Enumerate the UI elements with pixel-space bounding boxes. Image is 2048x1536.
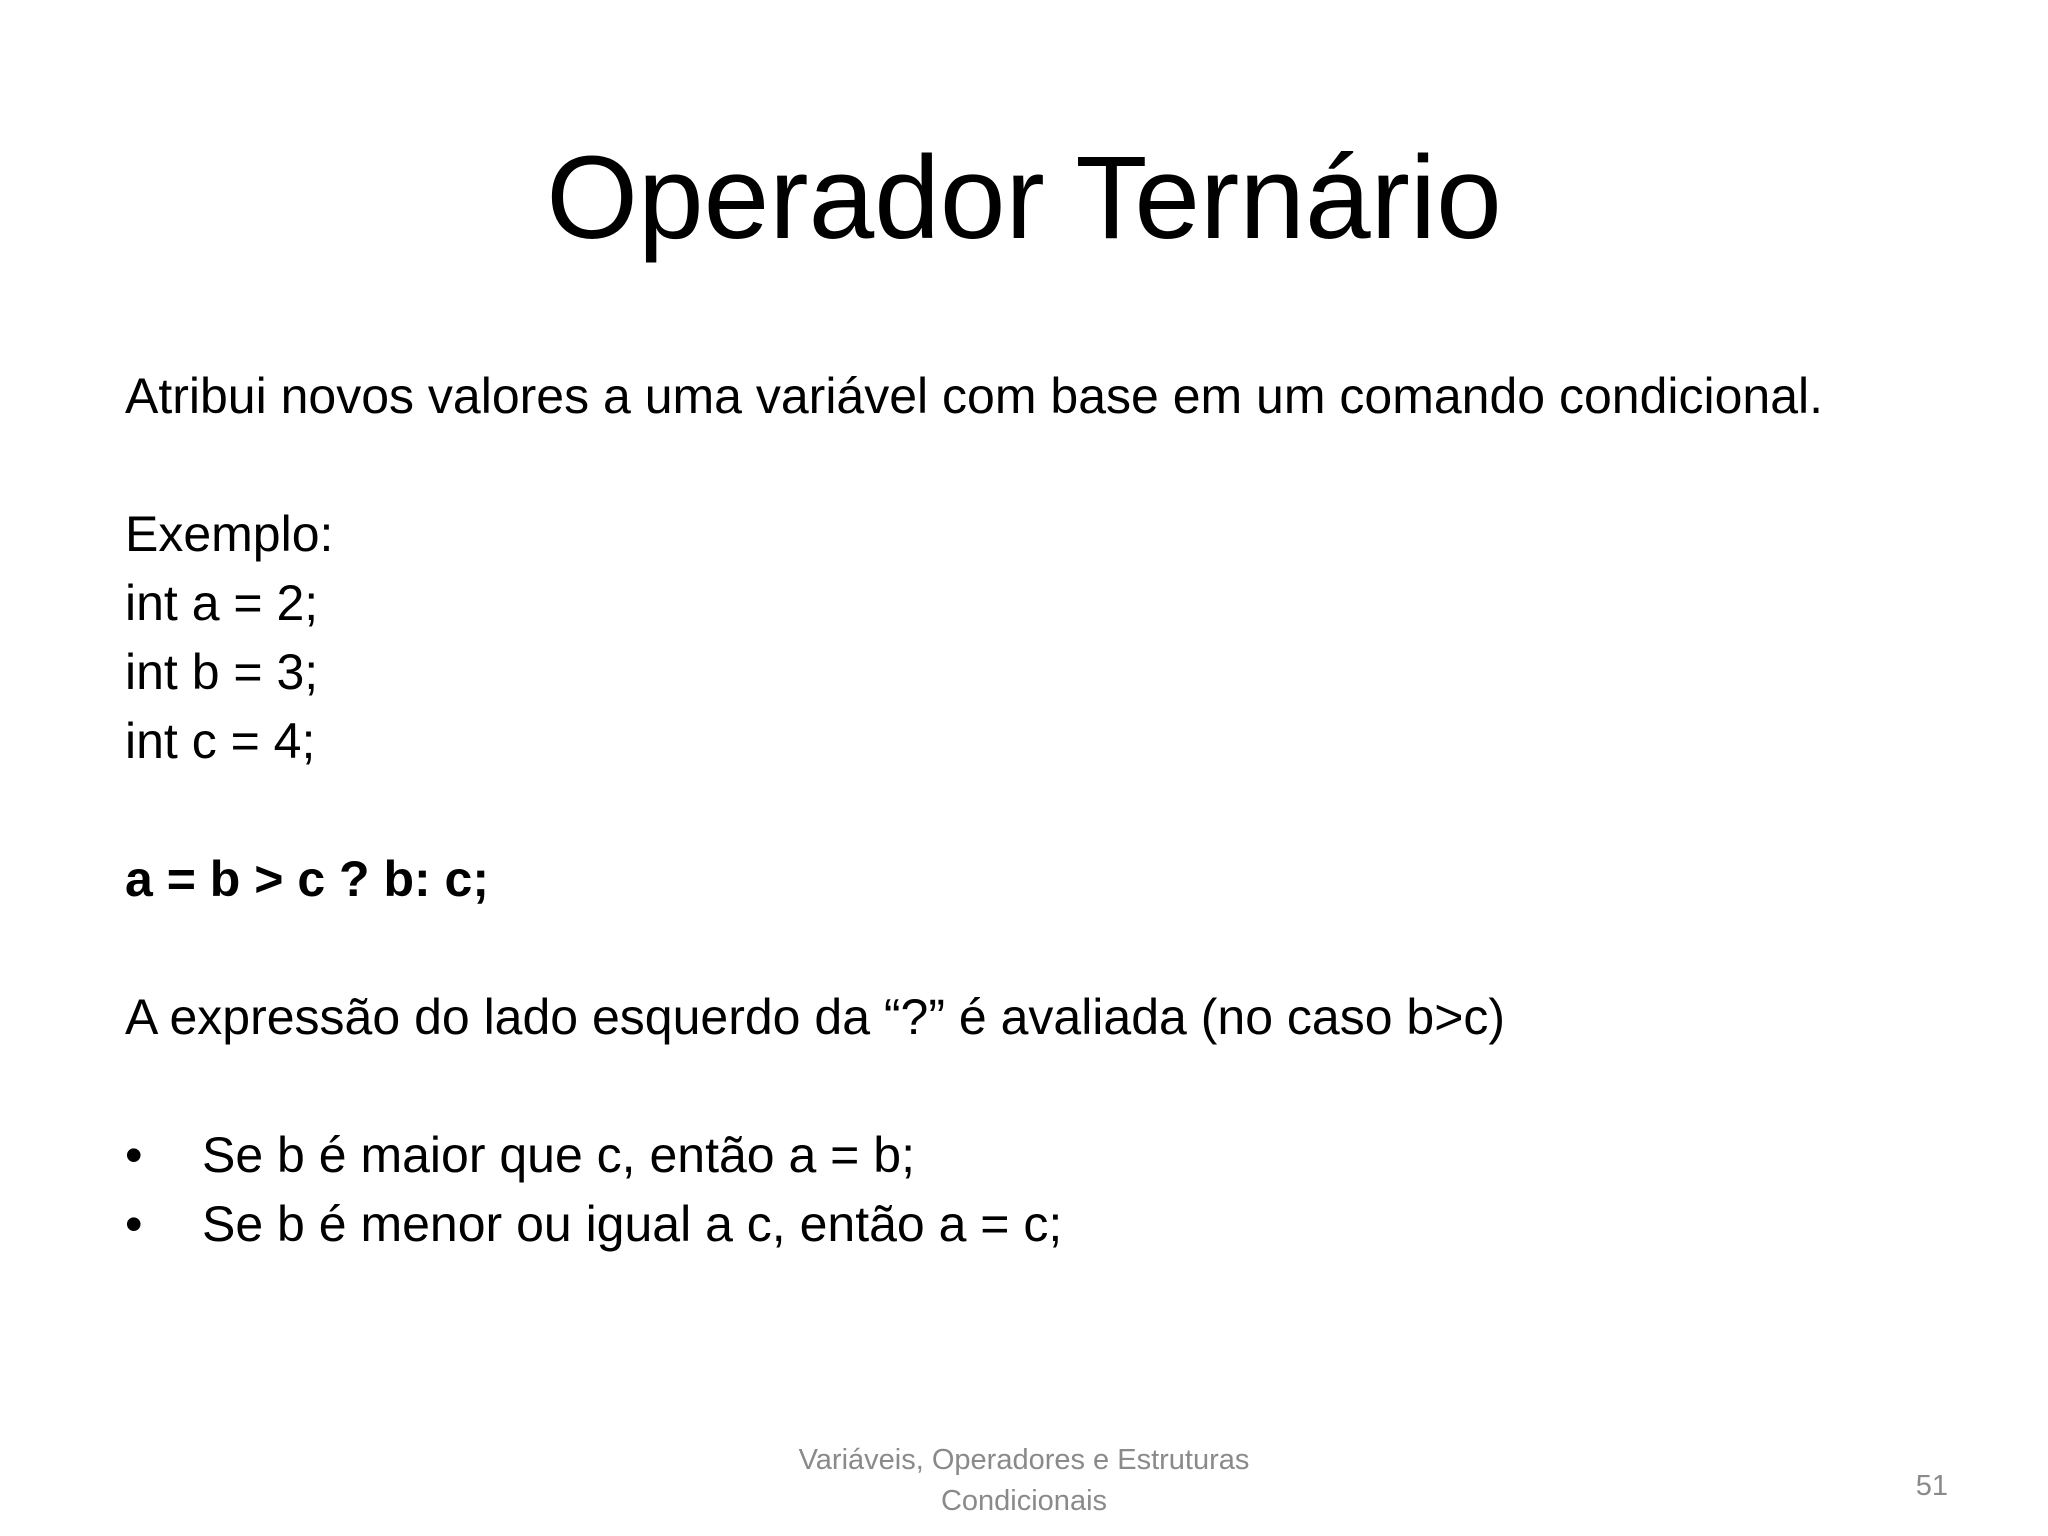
example-label: Exemplo: xyxy=(125,506,334,562)
code-line: int c = 4; xyxy=(125,713,316,769)
slide-body xyxy=(125,362,1945,1259)
ternary-expression: a = b > c ? b: c; xyxy=(125,851,489,907)
code-line: int b = 3; xyxy=(125,644,319,700)
explanation-text: A expressão do lado esquerdo da “?” é avaliada (no caso b>c) xyxy=(125,989,1506,1045)
bullet-list xyxy=(125,1121,1945,1259)
footer-line: Condicionais xyxy=(940,1485,1108,1517)
code-line: int a = 2; xyxy=(125,575,319,631)
page-number: 51 xyxy=(1915,1470,1948,1502)
slide-title: Operador Ternário xyxy=(546,132,1502,264)
spacer xyxy=(125,914,1945,983)
spacer xyxy=(125,776,1945,845)
spacer xyxy=(125,431,1945,500)
bullet-icon: • xyxy=(125,1196,143,1252)
bullet-item xyxy=(125,1121,1945,1190)
bullet-item xyxy=(125,1190,1945,1259)
footer-text xyxy=(734,1440,1314,1522)
bullet-text: Se b é menor ou igual a c, então a = c; xyxy=(202,1196,1063,1252)
bullet-icon: • xyxy=(125,1127,143,1183)
intro-text: Atribui novos valores a uma variável com base em um comando condicional. xyxy=(125,368,1824,424)
footer-line: Variáveis, Operadores e Estruturas xyxy=(798,1444,1250,1476)
bullet-text: Se b é maior que c, então a = b; xyxy=(202,1127,915,1183)
spacer xyxy=(125,1052,1945,1121)
